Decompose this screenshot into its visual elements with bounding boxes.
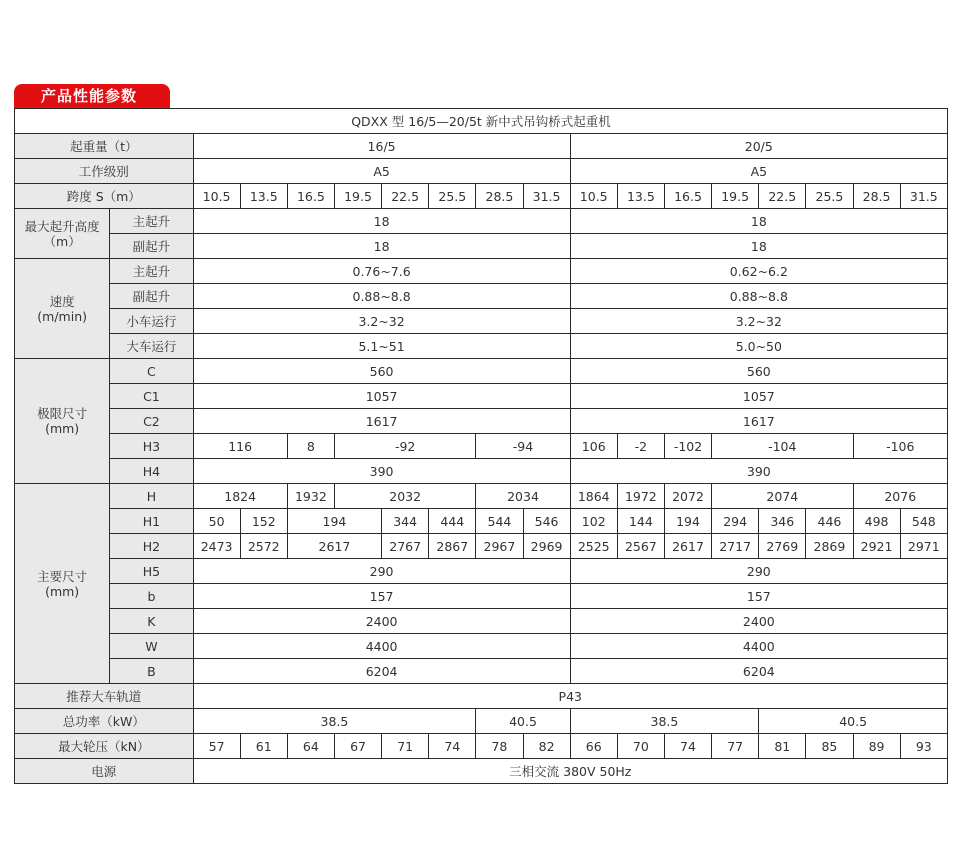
table-row bbox=[15, 359, 948, 384]
sub-label: W bbox=[110, 634, 193, 659]
value-cell: 2869 bbox=[806, 534, 853, 559]
group-label: 最大起升高度（m） bbox=[15, 209, 110, 259]
table-row bbox=[15, 434, 948, 459]
table-row bbox=[15, 409, 948, 434]
table-row bbox=[15, 459, 948, 484]
value-cell: 5.1~51 bbox=[193, 334, 570, 359]
value-cell: 390 bbox=[570, 459, 947, 484]
value-cell: 38.5 bbox=[570, 709, 759, 734]
value-cell: 1057 bbox=[570, 384, 947, 409]
row-label: 跨度 S（m） bbox=[15, 184, 194, 209]
table-row bbox=[15, 159, 948, 184]
value-cell: 1824 bbox=[193, 484, 287, 509]
value-cell: 2400 bbox=[193, 609, 570, 634]
value-cell: 10.5 bbox=[193, 184, 240, 209]
value-cell: 1972 bbox=[617, 484, 664, 509]
value-cell: 25.5 bbox=[429, 184, 476, 209]
table-row bbox=[15, 234, 948, 259]
table-row bbox=[15, 509, 948, 534]
row-label: 电源 bbox=[15, 759, 194, 784]
value-cell: 19.5 bbox=[334, 184, 381, 209]
value-cell: 2717 bbox=[712, 534, 759, 559]
value-cell: 152 bbox=[240, 509, 287, 534]
value-cell: 546 bbox=[523, 509, 570, 534]
value-cell: 3.2~32 bbox=[570, 309, 947, 334]
section-tab bbox=[14, 84, 170, 108]
value-cell: 446 bbox=[806, 509, 853, 534]
value-cell: 89 bbox=[853, 734, 900, 759]
table-row bbox=[15, 484, 948, 509]
table-row bbox=[15, 659, 948, 684]
value-cell: -92 bbox=[334, 434, 475, 459]
value-cell: 2921 bbox=[853, 534, 900, 559]
sub-label: C bbox=[110, 359, 193, 384]
value-cell: -94 bbox=[476, 434, 570, 459]
value-cell: 0.88~8.8 bbox=[570, 284, 947, 309]
value-cell: 106 bbox=[570, 434, 617, 459]
value-cell: 1864 bbox=[570, 484, 617, 509]
value-cell: 67 bbox=[334, 734, 381, 759]
value-cell: 82 bbox=[523, 734, 570, 759]
value-cell: 2076 bbox=[853, 484, 948, 509]
value-cell: 290 bbox=[570, 559, 947, 584]
value-cell: 25.5 bbox=[806, 184, 853, 209]
value-cell: 2769 bbox=[759, 534, 806, 559]
value-cell: 2867 bbox=[429, 534, 476, 559]
sub-label: H bbox=[110, 484, 193, 509]
value-cell: 77 bbox=[712, 734, 759, 759]
value-cell: 三相交流 380V 50Hz bbox=[193, 759, 947, 784]
value-cell: 1617 bbox=[570, 409, 947, 434]
value-cell: 18 bbox=[193, 209, 570, 234]
value-cell: 85 bbox=[806, 734, 853, 759]
sub-label: H5 bbox=[110, 559, 193, 584]
value-cell: 0.62~6.2 bbox=[570, 259, 947, 284]
value-cell: 4400 bbox=[193, 634, 570, 659]
table-row bbox=[15, 709, 948, 734]
table-row bbox=[15, 759, 948, 784]
row-label: 起重量（t） bbox=[15, 134, 194, 159]
value-cell: 16.5 bbox=[287, 184, 334, 209]
value-cell: 390 bbox=[193, 459, 570, 484]
value-cell: 194 bbox=[664, 509, 711, 534]
value-cell: 93 bbox=[900, 734, 947, 759]
value-cell: 8 bbox=[287, 434, 334, 459]
value-cell: 157 bbox=[193, 584, 570, 609]
value-cell: 2767 bbox=[382, 534, 429, 559]
table-row bbox=[15, 384, 948, 409]
value-cell: 78 bbox=[476, 734, 523, 759]
table-row bbox=[15, 559, 948, 584]
value-cell: 6204 bbox=[193, 659, 570, 684]
sub-label: 小车运行 bbox=[110, 309, 193, 334]
value-cell: 294 bbox=[712, 509, 759, 534]
table-row bbox=[15, 259, 948, 284]
sub-label: H1 bbox=[110, 509, 193, 534]
value-cell: 444 bbox=[429, 509, 476, 534]
table-row bbox=[15, 134, 948, 159]
value-cell: -102 bbox=[664, 434, 711, 459]
value-cell: 20/5 bbox=[570, 134, 947, 159]
table-title: QDXX 型 16/5—20/5t 新中式吊钩桥式起重机 bbox=[15, 109, 948, 134]
value-cell: 2400 bbox=[570, 609, 947, 634]
sub-label: 大车运行 bbox=[110, 334, 193, 359]
value-cell: 3.2~32 bbox=[193, 309, 570, 334]
sub-label: 主起升 bbox=[110, 259, 193, 284]
table-row bbox=[15, 584, 948, 609]
value-cell: 19.5 bbox=[712, 184, 759, 209]
value-cell: 116 bbox=[193, 434, 287, 459]
value-cell: 1057 bbox=[193, 384, 570, 409]
table-row bbox=[15, 334, 948, 359]
value-cell: 0.76~7.6 bbox=[193, 259, 570, 284]
value-cell: 66 bbox=[570, 734, 617, 759]
value-cell: 16.5 bbox=[664, 184, 711, 209]
value-cell: 290 bbox=[193, 559, 570, 584]
table-row bbox=[15, 634, 948, 659]
table-row bbox=[15, 184, 948, 209]
value-cell: 13.5 bbox=[617, 184, 664, 209]
value-cell: 498 bbox=[853, 509, 900, 534]
value-cell: 40.5 bbox=[759, 709, 948, 734]
table-row bbox=[15, 734, 948, 759]
value-cell: P43 bbox=[193, 684, 947, 709]
section-title: 产品性能参数 bbox=[41, 87, 138, 105]
value-cell: 50 bbox=[193, 509, 240, 534]
value-cell: 346 bbox=[759, 509, 806, 534]
table-row bbox=[15, 534, 948, 559]
value-cell: 2525 bbox=[570, 534, 617, 559]
value-cell: 40.5 bbox=[476, 709, 570, 734]
value-cell: 31.5 bbox=[900, 184, 947, 209]
value-cell: 1932 bbox=[287, 484, 334, 509]
table-row bbox=[15, 309, 948, 334]
row-label: 工作级别 bbox=[15, 159, 194, 184]
value-cell: 64 bbox=[287, 734, 334, 759]
value-cell: 194 bbox=[287, 509, 381, 534]
value-cell: 2969 bbox=[523, 534, 570, 559]
group-label: 主要尺寸 (mm) bbox=[15, 484, 110, 684]
value-cell: 28.5 bbox=[476, 184, 523, 209]
value-cell: 18 bbox=[570, 234, 947, 259]
value-cell: 74 bbox=[429, 734, 476, 759]
value-cell: 2572 bbox=[240, 534, 287, 559]
sub-label: 副起升 bbox=[110, 284, 193, 309]
value-cell: 18 bbox=[193, 234, 570, 259]
title-row bbox=[15, 109, 948, 134]
value-cell: 6204 bbox=[570, 659, 947, 684]
value-cell: 548 bbox=[900, 509, 947, 534]
sub-label: B bbox=[110, 659, 193, 684]
table-row bbox=[15, 209, 948, 234]
row-label: 总功率（kW） bbox=[15, 709, 194, 734]
value-cell: 2567 bbox=[617, 534, 664, 559]
group-label: 速度 (m/min) bbox=[15, 259, 110, 359]
sub-label: 副起升 bbox=[110, 234, 193, 259]
spec-table bbox=[14, 108, 948, 784]
value-cell: 2072 bbox=[664, 484, 711, 509]
value-cell: 102 bbox=[570, 509, 617, 534]
value-cell: 144 bbox=[617, 509, 664, 534]
group-label: 极限尺寸 (mm) bbox=[15, 359, 110, 484]
value-cell: -104 bbox=[712, 434, 853, 459]
row-label: 最大轮压（kN） bbox=[15, 734, 194, 759]
sub-label: C1 bbox=[110, 384, 193, 409]
value-cell: 61 bbox=[240, 734, 287, 759]
value-cell: 57 bbox=[193, 734, 240, 759]
value-cell: 2074 bbox=[712, 484, 853, 509]
value-cell: 2032 bbox=[334, 484, 475, 509]
value-cell: 560 bbox=[570, 359, 947, 384]
value-cell: 16/5 bbox=[193, 134, 570, 159]
value-cell: A5 bbox=[570, 159, 947, 184]
value-cell: 71 bbox=[382, 734, 429, 759]
table-row bbox=[15, 684, 948, 709]
value-cell: 2971 bbox=[900, 534, 947, 559]
value-cell: 4400 bbox=[570, 634, 947, 659]
value-cell: 28.5 bbox=[853, 184, 900, 209]
value-cell: -106 bbox=[853, 434, 948, 459]
value-cell: 2617 bbox=[664, 534, 711, 559]
value-cell: -2 bbox=[617, 434, 664, 459]
table-row bbox=[15, 609, 948, 634]
value-cell: 5.0~50 bbox=[570, 334, 947, 359]
value-cell: 13.5 bbox=[240, 184, 287, 209]
value-cell: 560 bbox=[193, 359, 570, 384]
value-cell: 2034 bbox=[476, 484, 570, 509]
value-cell: 2617 bbox=[287, 534, 381, 559]
value-cell: 344 bbox=[382, 509, 429, 534]
value-cell: 31.5 bbox=[523, 184, 570, 209]
sub-label: H4 bbox=[110, 459, 193, 484]
value-cell: 18 bbox=[570, 209, 947, 234]
value-cell: 38.5 bbox=[193, 709, 476, 734]
sub-label: C2 bbox=[110, 409, 193, 434]
value-cell: 70 bbox=[617, 734, 664, 759]
sub-label: K bbox=[110, 609, 193, 634]
value-cell: 2473 bbox=[193, 534, 240, 559]
sub-label: 主起升 bbox=[110, 209, 193, 234]
value-cell: 157 bbox=[570, 584, 947, 609]
value-cell: 2967 bbox=[476, 534, 523, 559]
sub-label: b bbox=[110, 584, 193, 609]
value-cell: 22.5 bbox=[759, 184, 806, 209]
value-cell: 544 bbox=[476, 509, 523, 534]
value-cell: A5 bbox=[193, 159, 570, 184]
value-cell: 10.5 bbox=[570, 184, 617, 209]
row-label: 推荐大车轨道 bbox=[15, 684, 194, 709]
sub-label: H3 bbox=[110, 434, 193, 459]
value-cell: 74 bbox=[664, 734, 711, 759]
value-cell: 81 bbox=[759, 734, 806, 759]
table-row bbox=[15, 284, 948, 309]
sub-label: H2 bbox=[110, 534, 193, 559]
value-cell: 1617 bbox=[193, 409, 570, 434]
value-cell: 0.88~8.8 bbox=[193, 284, 570, 309]
value-cell: 22.5 bbox=[382, 184, 429, 209]
